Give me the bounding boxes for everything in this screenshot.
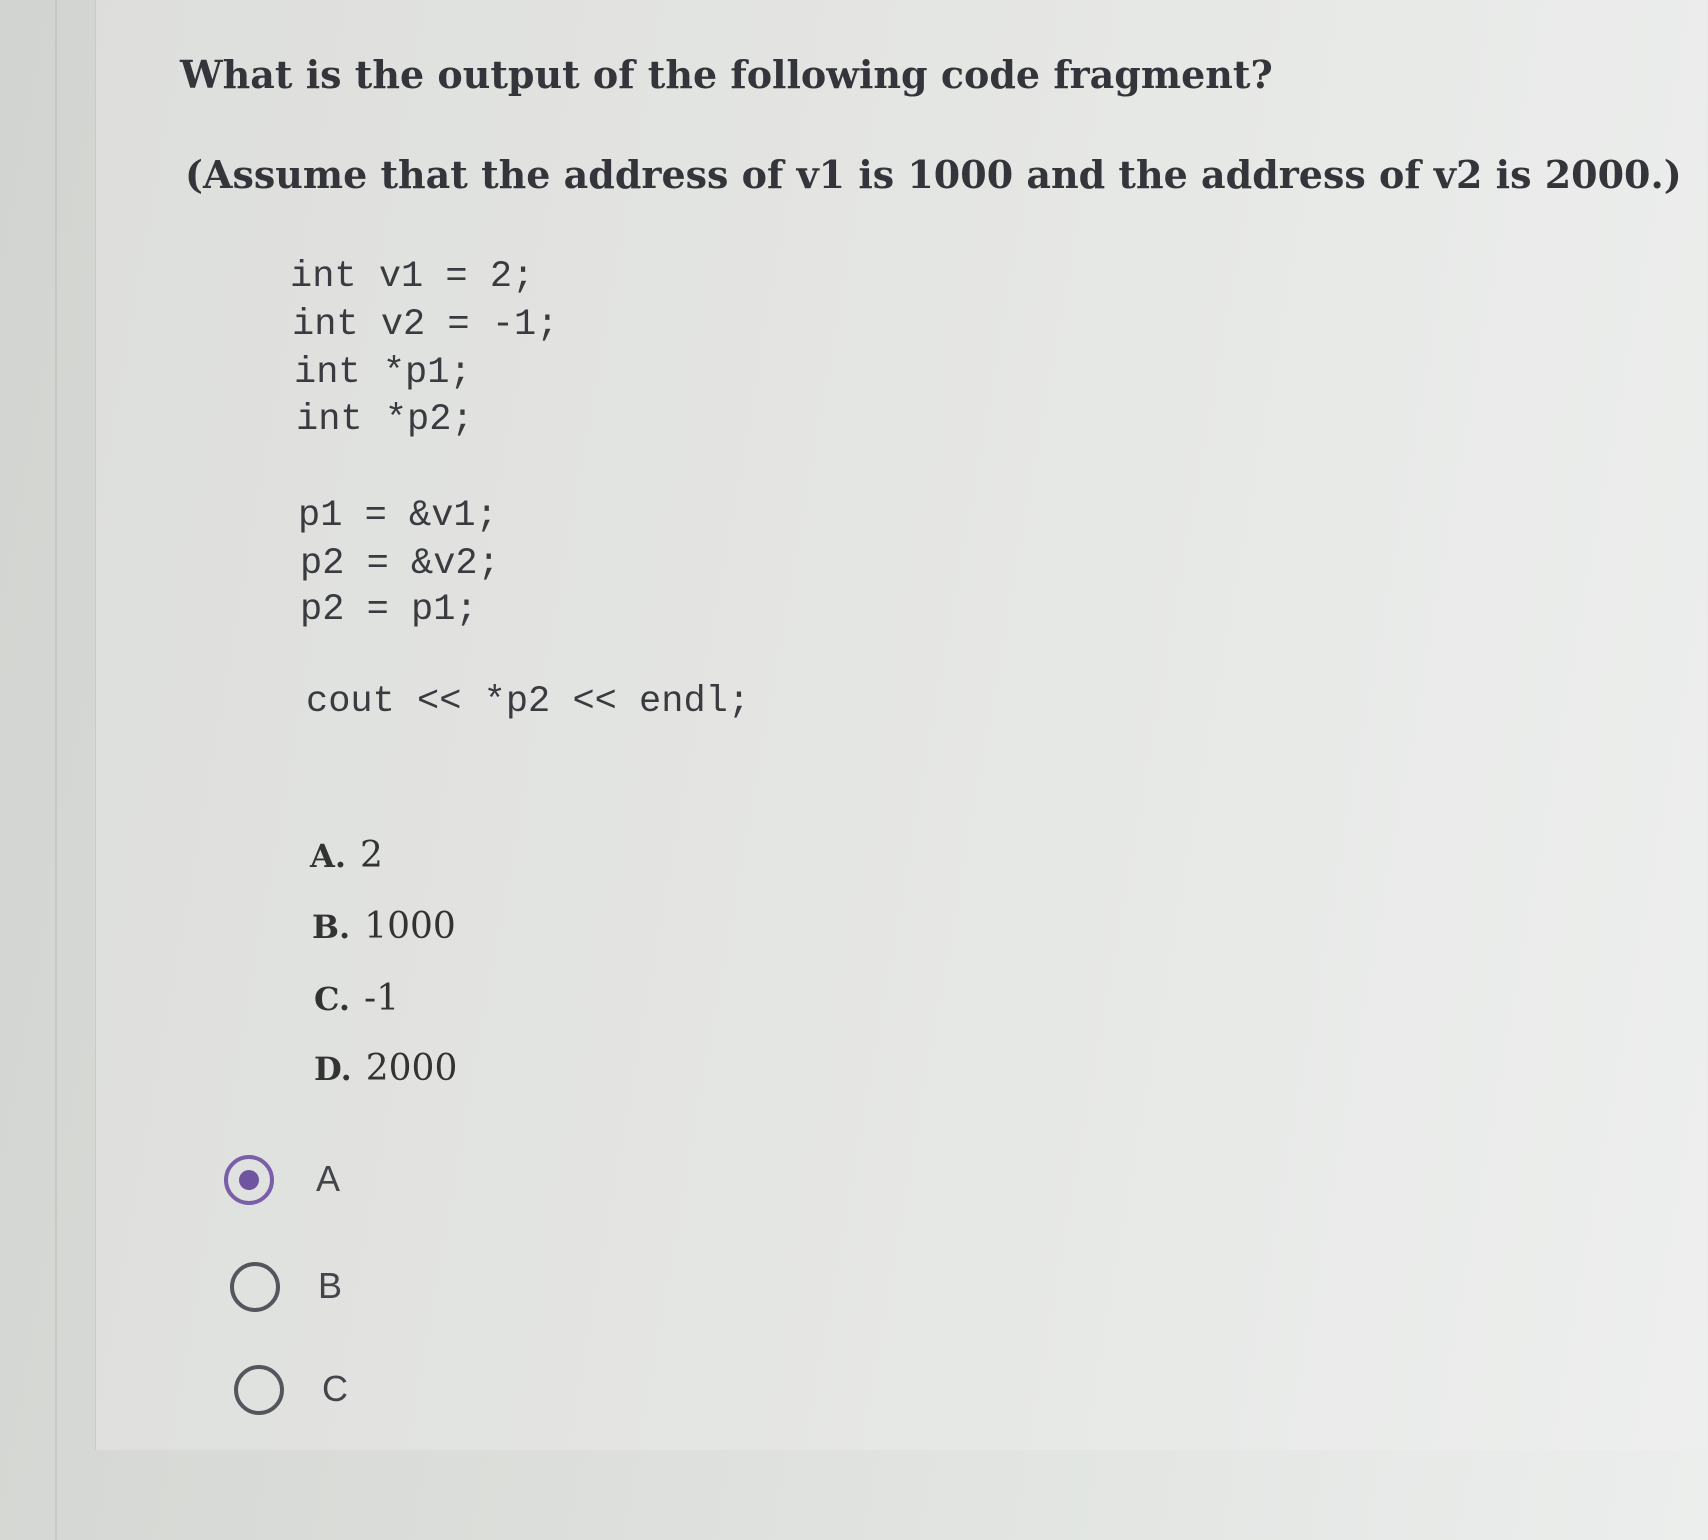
code-line: int v2 = -1; [292, 304, 559, 346]
answer-radio-a[interactable] [224, 1155, 274, 1205]
option-value: 2000 [365, 1048, 458, 1089]
code-line: int *p1; [294, 352, 472, 394]
option-a [310, 835, 383, 876]
option-letter: C. [314, 980, 351, 1018]
code-line: int v1 = 2; [290, 256, 535, 298]
question-assumption: (Assume that the address of v1 is 1000 and the address of v2 is 2000.) [185, 152, 1682, 197]
option-c [314, 978, 399, 1019]
option-d [314, 1048, 457, 1089]
option-letter: A. [310, 837, 346, 875]
page-edge [55, 0, 57, 1540]
code-line: p2 = p1; [300, 589, 478, 631]
answer-label-c[interactable]: C [322, 1368, 348, 1409]
option-value: 1000 [364, 906, 456, 947]
code-line: p1 = &v1; [298, 495, 498, 537]
question-card [95, 0, 1706, 1450]
code-line: p2 = &v2; [300, 543, 500, 585]
code-line: cout << *p2 << endl; [306, 681, 751, 723]
option-b [312, 906, 456, 947]
option-letter: D. [314, 1050, 352, 1088]
code-line: int *p2; [296, 399, 474, 441]
option-value: 2 [359, 835, 383, 876]
answer-radio-b[interactable] [230, 1262, 280, 1312]
answer-radio-c[interactable] [234, 1365, 284, 1415]
radio-selected-dot [239, 1170, 259, 1190]
answer-label-b[interactable]: B [318, 1265, 343, 1306]
answer-label-a[interactable]: A [316, 1158, 341, 1199]
option-letter: B. [312, 908, 351, 946]
option-value: -1 [364, 978, 400, 1019]
question-title: What is the output of the following code fragment? [180, 52, 1273, 97]
